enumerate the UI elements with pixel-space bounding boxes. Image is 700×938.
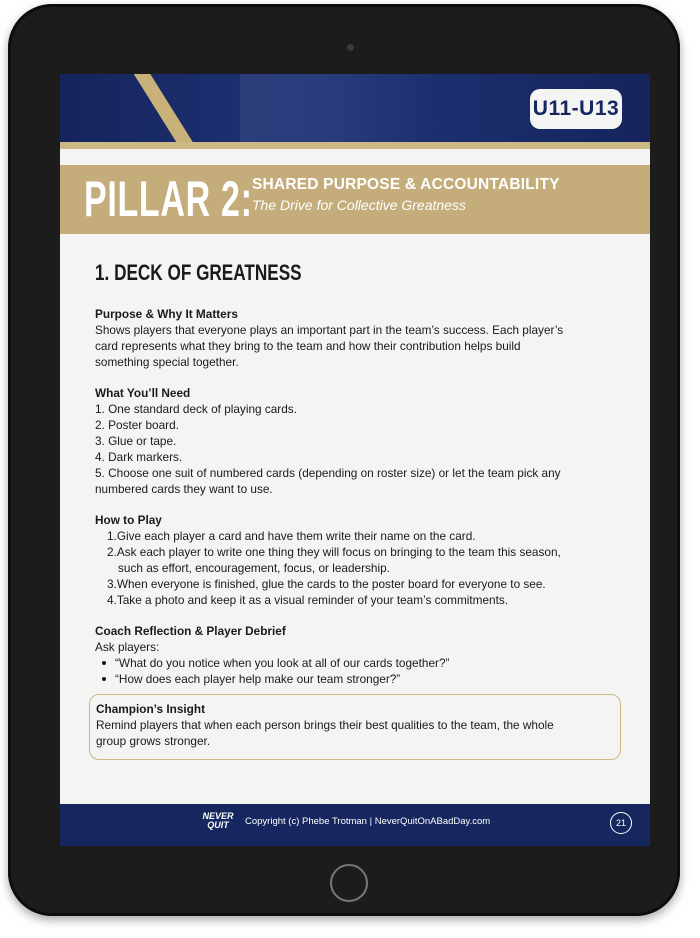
age-group-badge: U11-U13 xyxy=(530,89,622,129)
reflection-questions xyxy=(95,655,625,687)
pillar-title: SHARED PURPOSE & ACCOUNTABILITY xyxy=(252,176,560,193)
banner-gold-line xyxy=(60,142,650,149)
list-item: 2. Poster board. xyxy=(95,418,179,432)
banner-highlight xyxy=(240,74,440,142)
activity-content xyxy=(95,260,625,687)
banner-gold-stripe xyxy=(129,74,204,142)
purpose-line: card represents what they bring to the team and how their contribution helps build xyxy=(95,339,521,353)
list-item: 2.Ask each player to write one thing they will focus on bringing to the team this season, xyxy=(107,545,561,559)
home-button[interactable] xyxy=(330,864,368,902)
camera-icon xyxy=(347,44,354,51)
reflection-intro: Ask players: xyxy=(95,640,160,654)
how-to-play-list xyxy=(95,528,625,608)
list-item: 5. Choose one suit of numbered cards (depending on roster size) or let the team pick any xyxy=(95,466,561,480)
pillar-number: PILLAR 2: xyxy=(84,171,253,227)
list-item: 1. One standard deck of playing cards. xyxy=(95,402,297,416)
never-quit-logo: NEVER QUIT xyxy=(202,811,234,830)
purpose-heading: Purpose & Why It Matters xyxy=(95,307,238,321)
needs-list xyxy=(95,401,625,497)
list-item: 3. Glue or tape. xyxy=(95,434,177,448)
champions-insight-box xyxy=(89,694,621,760)
reflection-heading: Coach Reflection & Player Debrief xyxy=(95,624,286,638)
list-item: “How does each player help make our team stronger?” xyxy=(95,671,625,687)
copyright-text: Copyright (c) Phebe Trotman | NeverQuitOnABadDay.com xyxy=(245,816,491,827)
list-item: “What do you notice when you look at all of our cards together?” xyxy=(95,655,625,671)
document-page xyxy=(60,74,650,846)
insight-heading: Champion’s Insight xyxy=(96,702,206,716)
activity-title: 1. DECK OF GREATNESS xyxy=(95,260,302,285)
page-footer xyxy=(60,804,650,846)
list-item: 3.When everyone is finished, glue the cards to the poster board for everyone to see. xyxy=(107,577,546,591)
tablet-frame xyxy=(8,4,680,916)
insight-line: Remind players that when each person brings their best qualities to the team, the whole xyxy=(96,718,554,732)
needs-heading: What You’ll Need xyxy=(95,386,191,400)
page-number: 21 xyxy=(610,812,632,834)
purpose-line: something special together. xyxy=(95,355,239,369)
list-item-continuation: numbered cards they want to use. xyxy=(95,482,273,496)
list-item-continuation: such as effort, encouragement, focus, or leadership. xyxy=(118,561,390,575)
insight-line: group grows stronger. xyxy=(96,734,211,748)
pillar-header xyxy=(60,165,650,234)
list-item: 4.Take a photo and keep it as a visual reminder of your team’s commitments. xyxy=(107,593,509,607)
list-item: 1.Give each player a card and have them write their name on the card. xyxy=(107,529,476,543)
list-item: 4. Dark markers. xyxy=(95,450,183,464)
pillar-subtitle: The Drive for Collective Greatness xyxy=(252,197,466,213)
purpose-line: Shows players that everyone plays an important part in the team’s success. Each player’s xyxy=(95,323,564,337)
how-to-play-heading: How to Play xyxy=(95,513,162,527)
